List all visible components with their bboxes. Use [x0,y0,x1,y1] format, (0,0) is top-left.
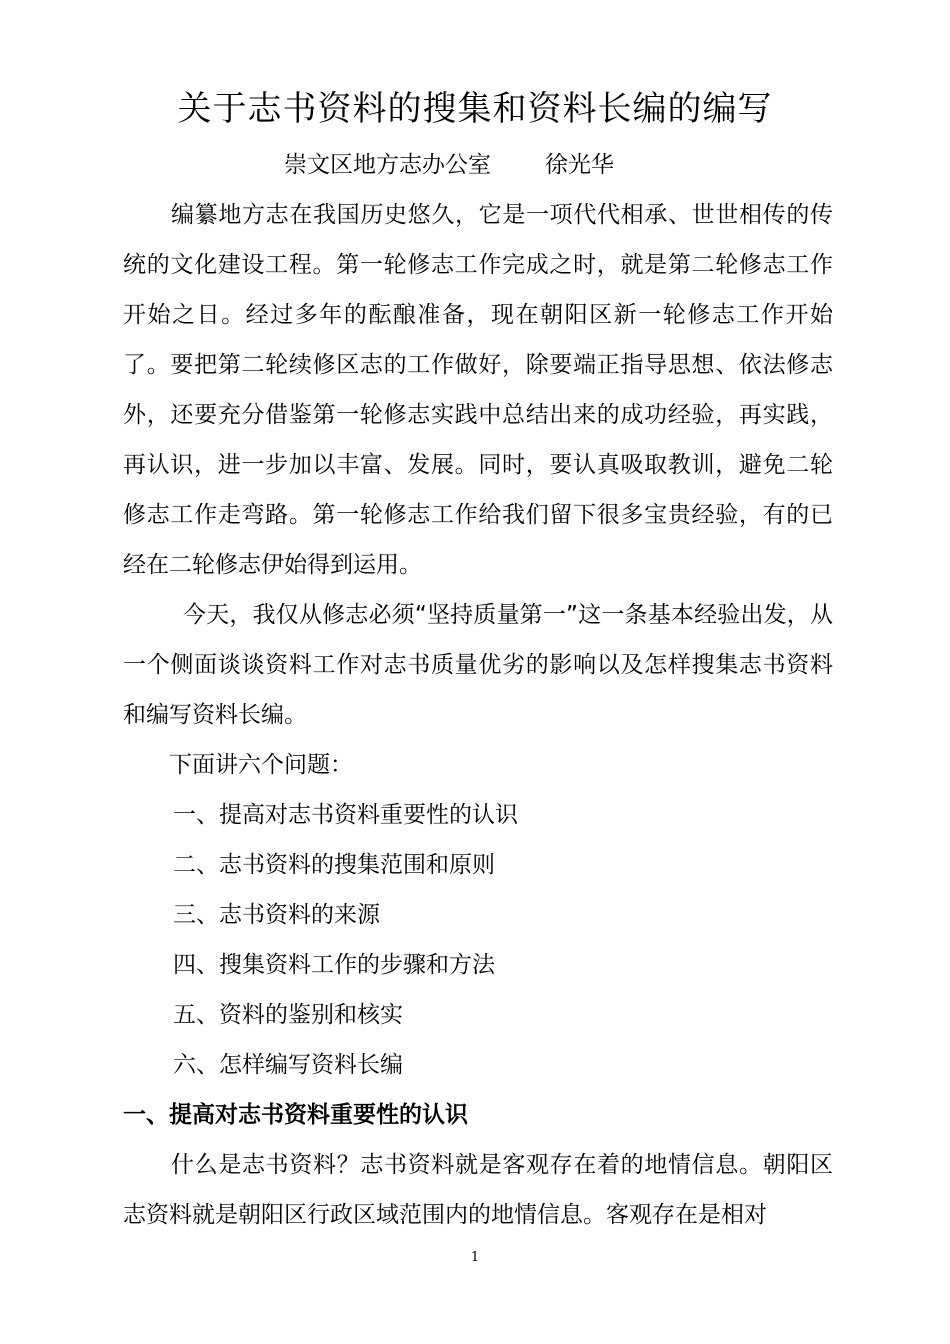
paragraph-intro: 编纂地方志在我国历史悠久，它是一项代代相承、世世相传的传统的文化建设工程。第一轮修志工作完成之时，就是第二轮修志工作开始之日。经过多年的酝酿准备，现在朝阳区新一轮修志工作开始了。要把第二轮续修区志的工作做好，除要端正指导思想、依法修志外，还要充分借鉴第一轮修志实践中总结出来的成功经验，再实践，再认识，进一步加以丰富、发展。同时，要认真吸取教训，避免二轮修志工作走弯路。第一轮修志工作给我们留下很多宝贵经验，有的已经在二轮修志伊始得到运用。 [123,202,833,578]
section-heading: 一、提高对志书资料重要性的认识 [123,1102,468,1128]
outline-list [123,790,833,1090]
page-number: 1 [470,1250,480,1265]
author-office: 崇文区地方志办公室 [284,152,491,178]
author-name: 徐光华 [545,152,614,178]
outline-item: 五、资料的鉴别和核实 [173,1002,403,1028]
outline-intro: 下面讲六个问题： [169,752,353,778]
outline-item: 一、提高对志书资料重要性的认识 [173,802,518,828]
outline-item: 四、搜集资料工作的步骤和方法 [173,952,495,978]
document-body [123,190,833,1240]
paragraph-section-1: 什么是志书资料？志书资料就是客观存在着的地情信息。朝阳区志资料就是朝阳区行政区域范围内的地情信息。客观存在是相对 [123,1152,833,1228]
paragraph-purpose: 今天，我仅从修志必须“坚持质量第一”这一条基本经验出发，从一个侧面谈谈资料工作对志书质量优劣的影响以及怎样搜集志书资料和编写资料长编。 [123,602,833,728]
outline-item: 二、志书资料的搜集范围和原则 [173,852,495,878]
document-title: 关于志书资料的搜集和资料长编的编写 [177,89,773,129]
outline-item: 三、志书资料的来源 [173,902,380,928]
outline-item: 六、怎样编写资料长编 [173,1052,403,1078]
